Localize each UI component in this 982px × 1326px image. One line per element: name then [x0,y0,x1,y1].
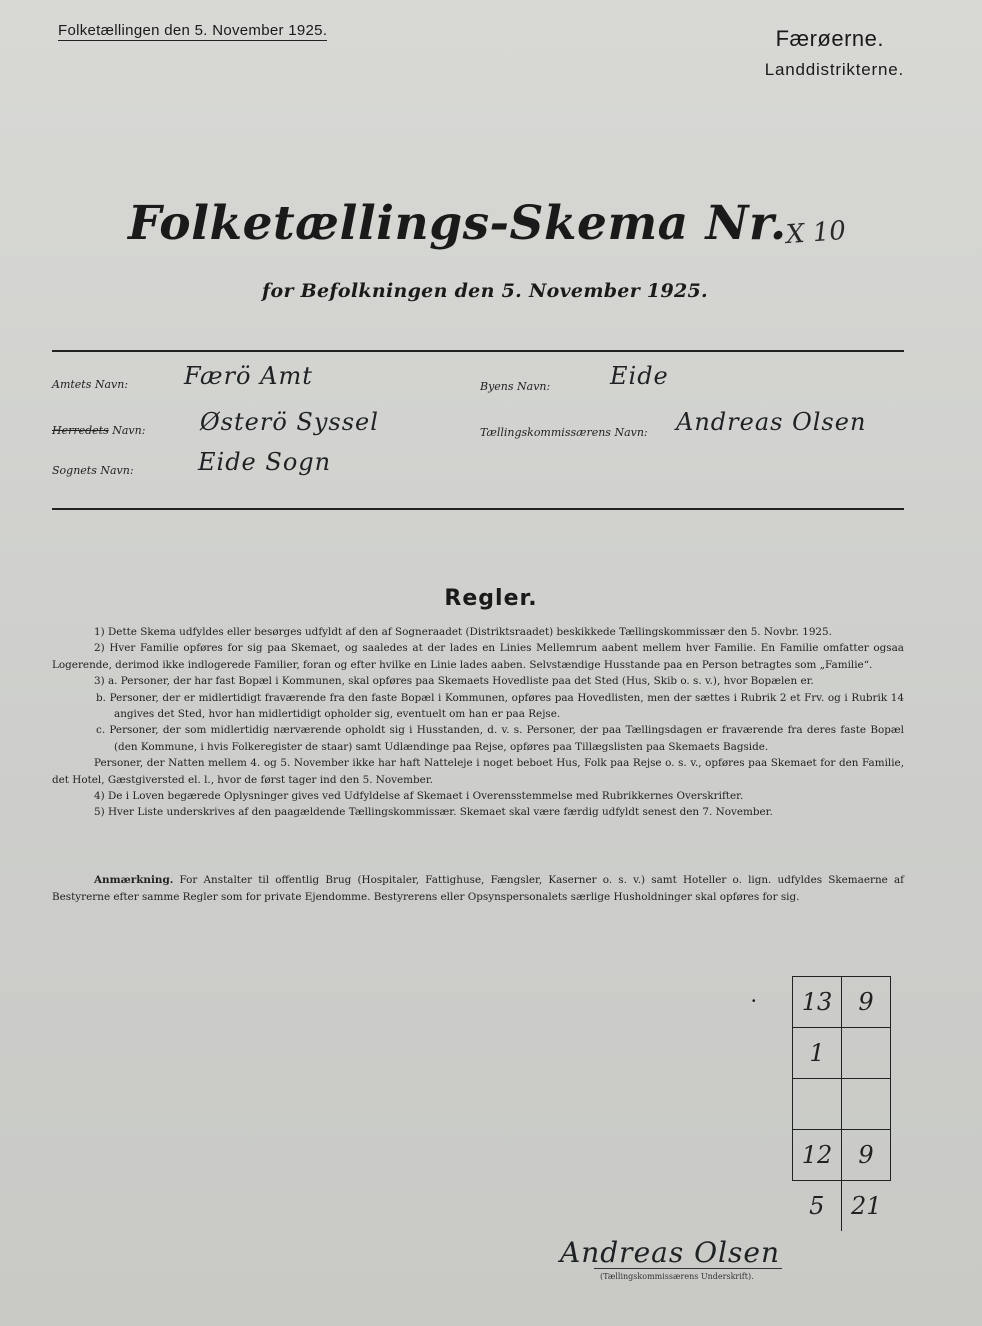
rule-3b: b. Personer, der er midlertidigt fraværende fra den faste Bopæl i Kommunen, opføres paa Hovedlisten, men der sættes i Rubrik 2 et Frv. og i Rubrik 14 angives det Sted, hvor han midlertidigt opholder sig, eventuelt om han er paa Rejse. [96,691,904,721]
tally-cell: 9 [842,977,891,1028]
tally-cell [842,1028,891,1079]
tally-cell: 1 [793,1028,842,1079]
tally-cell [842,1079,891,1130]
tally-row [793,1181,891,1232]
rules-heading: Regler. [444,586,538,611]
rule-3d: Personer, der Natten mellem 4. og 5. November ikke har haft Natteleje i noget beboet Hus, Folk paa Rejse o. s. v., opføres paa Skemaet for den Familie, det Hotel, Gæstgiversted el. l., hvor de først tager ind den 5. November. [52,757,904,786]
top-divider [52,350,904,352]
tally-cell [793,1079,842,1130]
rule-3c: c. Personer, der som midlertidig nærværende opholdt sig i Husstanden, d. v. s. Personer, der paa Tællingsdagen er fraværende fra deres faste Bopæl (den Kommune, i hvis Folkeregister de staar) samt Udlændinge paa Rejse, opføres paa Tillægslisten paa Skemaets Bagside. [96,724,904,753]
herred-label-struck: Herredets [52,424,109,437]
form-title: Folketællings-Skema Nr. [128,196,787,251]
rules-text [52,624,904,821]
by-label: Byens Navn: [480,380,551,393]
form-subtitle: for Befolkningen den 5. November 1925. [262,280,708,302]
rule-1: 1) Dette Skema udfyldes eller besørges udfyldt af den af Sogneraadet (Distriktsraadet) beskikkede Tællingskommissær den 5. Novbr. 1925. [94,626,832,638]
rule-2: 2) Hver Familie opføres for sig paa Skemaet, og saaledes at der lades en Linies Mellemrum aabent mellem hver Familie. En Familie omfatter ogsaa Logerende, derimod ikke indlogerede Familier, foran og efter hvilke en Linie lades aaben. Selvstændige Husstande paa en Person betragtes som „Familie“. [52,642,904,671]
kommissaer-value: Andreas Olsen [676,408,867,436]
sogn-value: Eide Sogn [198,448,332,476]
herred-value: Østerö Syssel [200,408,379,436]
herred-label [52,424,145,437]
tally-cell: 12 [793,1130,842,1181]
bottom-divider [52,508,904,510]
commissioner-signature: Andreas Olsen [560,1236,780,1269]
tally-row [793,977,891,1028]
tally-row [793,1130,891,1181]
tally-cell: 21 [850,1192,882,1220]
form-number-handwritten: X 10 [785,215,847,251]
signature-caption: (Tællingskommissærens Underskrift). [600,1272,754,1281]
rule-5: 5) Hver Liste underskrives af den paagældende Tællingskommissær. Skemaet skal være færdig udfyldt senest den 7. November. [94,806,773,819]
tally-cell: 5 [793,1181,842,1232]
signature-line [594,1268,782,1269]
tally-cell: 9 [842,1130,891,1181]
region-header: Færøerne. [775,26,884,51]
tally-row [793,1028,891,1079]
tally-box [792,976,891,1231]
census-date-header: Folketællingen den 5. November 1925. [58,22,328,39]
sogn-label: Sognets Navn: [52,464,134,477]
note-text: For Anstalter til offentlig Brug (Hospitaler, Fattighuse, Fængsler, Kaserner o. s. v.) samt Hoteller o. lign. udfyldes Skemaerne af Bestyrerne efter samme Regler som for private Ejendomme. Bestyrerens eller Opsynspersonalets særlige Husholdninger skal opføres for sig. [52,874,904,903]
rule-3a: 3) a. Personer, der har fast Bopæl i Kommunen, skal opføres paa Skemaets Hovedliste paa det Sted (Hus, Skib o. s. v.), hvor Bopælen er. [94,675,814,688]
herred-label-rest: Navn: [108,424,146,437]
tally-row [793,1079,891,1130]
rule-4: 4) De i Loven begærede Oplysninger gives ved Udfyldelse af Skemaet i Overensstemmelse med Rubrikkernes Overskrifter. [94,790,744,803]
pencil-mark: • [752,996,756,1007]
by-value: Eide [610,362,669,390]
amt-label: Amtets Navn: [52,378,129,391]
kommissaer-label: Tællingskommissærens Navn: [480,426,648,439]
amt-value: Færö Amt [184,362,313,390]
tally-cell: 13 [793,977,842,1028]
note-label: Anmærkning. [94,874,174,886]
district-type-header: Landdistrikterne. [764,60,904,79]
annotation-note [52,872,904,906]
